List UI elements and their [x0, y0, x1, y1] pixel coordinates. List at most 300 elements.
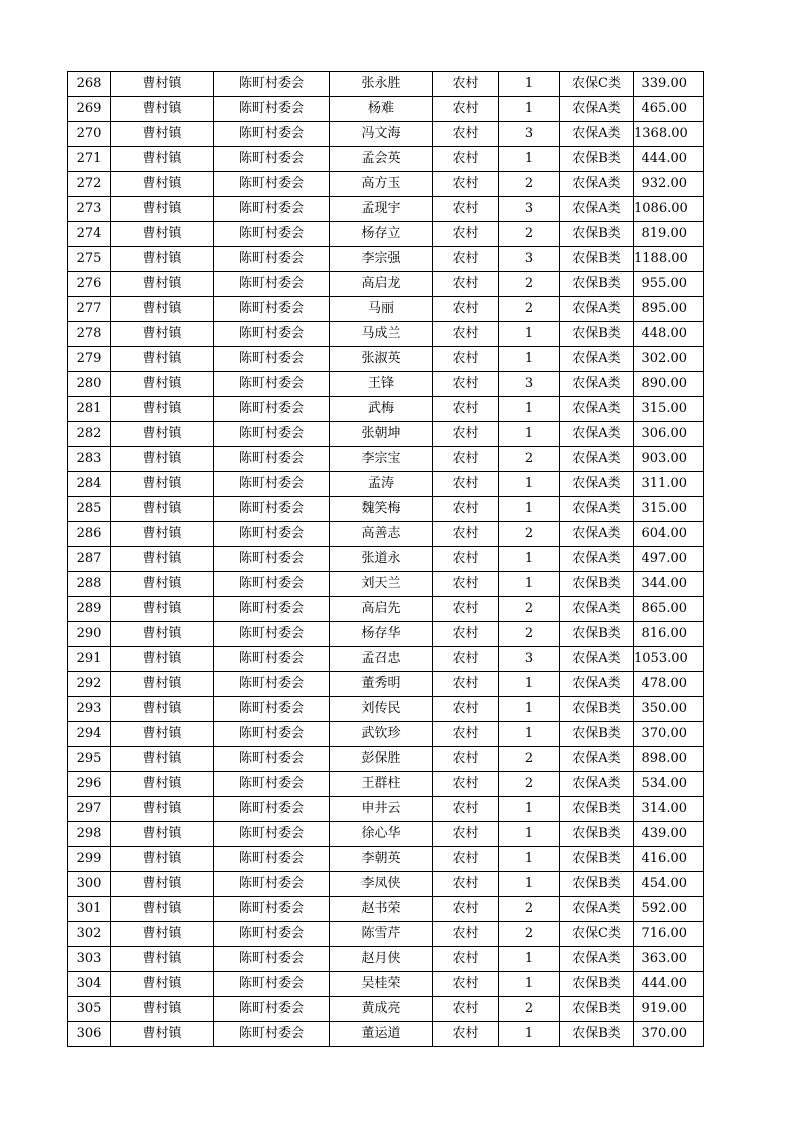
amount-cell: 444.00 — [634, 147, 704, 172]
village-committee-cell: 陈町村委会 — [214, 922, 330, 947]
row-number-cell: 289 — [68, 597, 111, 622]
insurance-category-cell: 农保B类 — [560, 247, 634, 272]
household-type-cell: 农村 — [433, 747, 499, 772]
table-row — [68, 372, 704, 397]
household-type-cell: 农村 — [433, 847, 499, 872]
household-size-cell: 1 — [499, 972, 560, 997]
table-row — [68, 197, 704, 222]
village-committee-cell: 陈町村委会 — [214, 822, 330, 847]
person-name-cell: 马成兰 — [330, 322, 433, 347]
town-cell: 曹村镇 — [111, 1022, 214, 1047]
person-name-cell: 申井云 — [330, 797, 433, 822]
household-size-cell: 1 — [499, 422, 560, 447]
town-cell: 曹村镇 — [111, 147, 214, 172]
town-cell: 曹村镇 — [111, 122, 214, 147]
insurance-category-cell: 农保B类 — [560, 847, 634, 872]
village-committee-cell: 陈町村委会 — [214, 547, 330, 572]
household-type-cell: 农村 — [433, 972, 499, 997]
village-committee-cell: 陈町村委会 — [214, 72, 330, 97]
town-cell: 曹村镇 — [111, 497, 214, 522]
insurance-category-cell: 农保B类 — [560, 272, 634, 297]
insurance-category-cell: 农保B类 — [560, 972, 634, 997]
insurance-category-cell: 农保A类 — [560, 647, 634, 672]
amount-cell: 497.00 — [634, 547, 704, 572]
person-name-cell: 武钦珍 — [330, 722, 433, 747]
row-number-cell: 269 — [68, 97, 111, 122]
household-type-cell: 农村 — [433, 897, 499, 922]
insurance-category-cell: 农保A类 — [560, 472, 634, 497]
amount-cell: 311.00 — [634, 472, 704, 497]
town-cell: 曹村镇 — [111, 772, 214, 797]
person-name-cell: 武梅 — [330, 397, 433, 422]
row-number-cell: 286 — [68, 522, 111, 547]
town-cell: 曹村镇 — [111, 697, 214, 722]
amount-cell: 592.00 — [634, 897, 704, 922]
row-number-cell: 283 — [68, 447, 111, 472]
household-type-cell: 农村 — [433, 922, 499, 947]
amount-cell: 819.00 — [634, 222, 704, 247]
row-number-cell: 285 — [68, 497, 111, 522]
table-row — [68, 947, 704, 972]
insurance-category-cell: 农保B类 — [560, 622, 634, 647]
town-cell: 曹村镇 — [111, 97, 214, 122]
town-cell: 曹村镇 — [111, 372, 214, 397]
table-row — [68, 897, 704, 922]
household-size-cell: 3 — [499, 372, 560, 397]
household-type-cell: 农村 — [433, 222, 499, 247]
household-type-cell: 农村 — [433, 722, 499, 747]
table-row — [68, 297, 704, 322]
person-name-cell: 高启龙 — [330, 272, 433, 297]
town-cell: 曹村镇 — [111, 422, 214, 447]
amount-cell: 1368.00 — [634, 122, 704, 147]
household-type-cell: 农村 — [433, 797, 499, 822]
town-cell: 曹村镇 — [111, 722, 214, 747]
town-cell: 曹村镇 — [111, 872, 214, 897]
household-size-cell: 1 — [499, 872, 560, 897]
row-number-cell: 301 — [68, 897, 111, 922]
person-name-cell: 张淑英 — [330, 347, 433, 372]
town-cell: 曹村镇 — [111, 847, 214, 872]
insurance-category-cell: 农保A类 — [560, 497, 634, 522]
household-size-cell: 3 — [499, 247, 560, 272]
household-size-cell: 2 — [499, 772, 560, 797]
town-cell: 曹村镇 — [111, 522, 214, 547]
person-name-cell: 杨难 — [330, 97, 433, 122]
insurance-category-cell: 农保B类 — [560, 822, 634, 847]
household-size-cell: 1 — [499, 497, 560, 522]
household-type-cell: 农村 — [433, 147, 499, 172]
insurance-category-cell: 农保A类 — [560, 547, 634, 572]
table-row — [68, 522, 704, 547]
row-number-cell: 300 — [68, 872, 111, 897]
person-name-cell: 赵月侠 — [330, 947, 433, 972]
person-name-cell: 刘传民 — [330, 697, 433, 722]
household-size-cell: 3 — [499, 122, 560, 147]
village-committee-cell: 陈町村委会 — [214, 372, 330, 397]
household-size-cell: 2 — [499, 522, 560, 547]
household-type-cell: 农村 — [433, 997, 499, 1022]
table-row — [68, 772, 704, 797]
amount-cell: 302.00 — [634, 347, 704, 372]
person-name-cell: 张永胜 — [330, 72, 433, 97]
insurance-category-cell: 农保B类 — [560, 222, 634, 247]
household-size-cell: 1 — [499, 1022, 560, 1047]
row-number-cell: 273 — [68, 197, 111, 222]
household-size-cell: 2 — [499, 447, 560, 472]
row-number-cell: 281 — [68, 397, 111, 422]
insurance-category-cell: 农保A类 — [560, 897, 634, 922]
table-row — [68, 622, 704, 647]
person-name-cell: 张道永 — [330, 547, 433, 572]
table-row — [68, 447, 704, 472]
row-number-cell: 295 — [68, 747, 111, 772]
household-size-cell: 1 — [499, 72, 560, 97]
town-cell: 曹村镇 — [111, 647, 214, 672]
amount-cell: 604.00 — [634, 522, 704, 547]
person-name-cell: 杨存华 — [330, 622, 433, 647]
insurance-category-cell: 农保B类 — [560, 1022, 634, 1047]
household-type-cell: 农村 — [433, 622, 499, 647]
amount-cell: 448.00 — [634, 322, 704, 347]
insurance-category-cell: 农保A类 — [560, 397, 634, 422]
village-committee-cell: 陈町村委会 — [214, 572, 330, 597]
household-size-cell: 2 — [499, 297, 560, 322]
row-number-cell: 288 — [68, 572, 111, 597]
insurance-category-cell: 农保A类 — [560, 97, 634, 122]
town-cell: 曹村镇 — [111, 547, 214, 572]
amount-cell: 465.00 — [634, 97, 704, 122]
insurance-category-cell: 农保B类 — [560, 722, 634, 747]
row-number-cell: 298 — [68, 822, 111, 847]
amount-cell: 416.00 — [634, 847, 704, 872]
village-committee-cell: 陈町村委会 — [214, 622, 330, 647]
amount-cell: 932.00 — [634, 172, 704, 197]
household-type-cell: 农村 — [433, 672, 499, 697]
insurance-category-cell: 农保A类 — [560, 172, 634, 197]
town-cell: 曹村镇 — [111, 172, 214, 197]
household-type-cell: 农村 — [433, 697, 499, 722]
amount-cell: 865.00 — [634, 597, 704, 622]
insurance-category-cell: 农保B类 — [560, 147, 634, 172]
person-name-cell: 冯文海 — [330, 122, 433, 147]
household-size-cell: 2 — [499, 922, 560, 947]
household-size-cell: 2 — [499, 272, 560, 297]
insurance-category-cell: 农保A类 — [560, 122, 634, 147]
amount-cell: 816.00 — [634, 622, 704, 647]
amount-cell: 478.00 — [634, 672, 704, 697]
village-committee-cell: 陈町村委会 — [214, 247, 330, 272]
amount-cell: 895.00 — [634, 297, 704, 322]
household-size-cell: 2 — [499, 222, 560, 247]
amount-cell: 444.00 — [634, 972, 704, 997]
table-row — [68, 672, 704, 697]
village-committee-cell: 陈町村委会 — [214, 497, 330, 522]
table-row — [68, 872, 704, 897]
row-number-cell: 296 — [68, 772, 111, 797]
household-type-cell: 农村 — [433, 247, 499, 272]
row-number-cell: 291 — [68, 647, 111, 672]
town-cell: 曹村镇 — [111, 197, 214, 222]
person-name-cell: 魏笑梅 — [330, 497, 433, 522]
insurance-category-cell: 农保B类 — [560, 997, 634, 1022]
person-name-cell: 张朝坤 — [330, 422, 433, 447]
village-committee-cell: 陈町村委会 — [214, 597, 330, 622]
amount-cell: 344.00 — [634, 572, 704, 597]
person-name-cell: 马丽 — [330, 297, 433, 322]
household-size-cell: 1 — [499, 672, 560, 697]
amount-cell: 306.00 — [634, 422, 704, 447]
row-number-cell: 278 — [68, 322, 111, 347]
household-type-cell: 农村 — [433, 397, 499, 422]
town-cell: 曹村镇 — [111, 472, 214, 497]
household-size-cell: 1 — [499, 697, 560, 722]
household-size-cell: 1 — [499, 97, 560, 122]
table-row — [68, 222, 704, 247]
insurance-category-cell: 农保B类 — [560, 697, 634, 722]
table-row — [68, 972, 704, 997]
row-number-cell: 294 — [68, 722, 111, 747]
table-row — [68, 647, 704, 672]
village-committee-cell: 陈町村委会 — [214, 772, 330, 797]
amount-cell: 314.00 — [634, 797, 704, 822]
table-row — [68, 247, 704, 272]
insurance-category-cell: 农保A类 — [560, 747, 634, 772]
household-type-cell: 农村 — [433, 572, 499, 597]
household-size-cell: 1 — [499, 847, 560, 872]
amount-cell: 370.00 — [634, 722, 704, 747]
household-size-cell: 1 — [499, 472, 560, 497]
household-size-cell: 1 — [499, 147, 560, 172]
town-cell: 曹村镇 — [111, 397, 214, 422]
amount-cell: 716.00 — [634, 922, 704, 947]
insurance-category-cell: 农保B类 — [560, 572, 634, 597]
village-committee-cell: 陈町村委会 — [214, 872, 330, 897]
village-committee-cell: 陈町村委会 — [214, 472, 330, 497]
household-size-cell: 3 — [499, 647, 560, 672]
household-type-cell: 农村 — [433, 97, 499, 122]
person-name-cell: 孟会英 — [330, 147, 433, 172]
household-type-cell: 农村 — [433, 322, 499, 347]
insurance-category-cell: 农保C类 — [560, 922, 634, 947]
household-size-cell: 2 — [499, 172, 560, 197]
person-name-cell: 李宗宝 — [330, 447, 433, 472]
household-type-cell: 农村 — [433, 872, 499, 897]
town-cell: 曹村镇 — [111, 797, 214, 822]
village-committee-cell: 陈町村委会 — [214, 647, 330, 672]
row-number-cell: 284 — [68, 472, 111, 497]
amount-cell: 1086.00 — [634, 197, 704, 222]
amount-cell: 370.00 — [634, 1022, 704, 1047]
table-row — [68, 97, 704, 122]
amount-cell: 454.00 — [634, 872, 704, 897]
amount-cell: 315.00 — [634, 497, 704, 522]
amount-cell: 1188.00 — [634, 247, 704, 272]
town-cell: 曹村镇 — [111, 297, 214, 322]
person-name-cell: 高善志 — [330, 522, 433, 547]
town-cell: 曹村镇 — [111, 222, 214, 247]
household-type-cell: 农村 — [433, 472, 499, 497]
household-type-cell: 农村 — [433, 497, 499, 522]
person-name-cell: 孟现宇 — [330, 197, 433, 222]
table-row — [68, 572, 704, 597]
insurance-category-cell: 农保A类 — [560, 422, 634, 447]
row-number-cell: 299 — [68, 847, 111, 872]
village-committee-cell: 陈町村委会 — [214, 347, 330, 372]
household-size-cell: 3 — [499, 197, 560, 222]
row-number-cell: 272 — [68, 172, 111, 197]
household-size-cell: 2 — [499, 747, 560, 772]
table-row — [68, 422, 704, 447]
village-committee-cell: 陈町村委会 — [214, 172, 330, 197]
village-committee-cell: 陈町村委会 — [214, 147, 330, 172]
village-committee-cell: 陈町村委会 — [214, 1022, 330, 1047]
row-number-cell: 297 — [68, 797, 111, 822]
household-type-cell: 农村 — [433, 172, 499, 197]
insurance-category-cell: 农保A类 — [560, 447, 634, 472]
town-cell: 曹村镇 — [111, 922, 214, 947]
insurance-category-cell: 农保C类 — [560, 72, 634, 97]
person-name-cell: 高方玉 — [330, 172, 433, 197]
amount-cell: 534.00 — [634, 772, 704, 797]
table-row — [68, 1022, 704, 1047]
allowance-table — [67, 71, 704, 1047]
table-row — [68, 72, 704, 97]
household-type-cell: 农村 — [433, 547, 499, 572]
town-cell: 曹村镇 — [111, 822, 214, 847]
row-number-cell: 279 — [68, 347, 111, 372]
insurance-category-cell: 农保A类 — [560, 347, 634, 372]
table-row — [68, 597, 704, 622]
village-committee-cell: 陈町村委会 — [214, 272, 330, 297]
insurance-category-cell: 农保B类 — [560, 872, 634, 897]
village-committee-cell: 陈町村委会 — [214, 122, 330, 147]
household-type-cell: 农村 — [433, 947, 499, 972]
row-number-cell: 271 — [68, 147, 111, 172]
person-name-cell: 李朝英 — [330, 847, 433, 872]
household-type-cell: 农村 — [433, 347, 499, 372]
person-name-cell: 王锋 — [330, 372, 433, 397]
amount-cell: 1053.00 — [634, 647, 704, 672]
amount-cell: 439.00 — [634, 822, 704, 847]
row-number-cell: 292 — [68, 672, 111, 697]
table-row — [68, 172, 704, 197]
row-number-cell: 290 — [68, 622, 111, 647]
household-type-cell: 农村 — [433, 197, 499, 222]
table-row — [68, 847, 704, 872]
household-size-cell: 1 — [499, 822, 560, 847]
amount-cell: 919.00 — [634, 997, 704, 1022]
table-row — [68, 997, 704, 1022]
row-number-cell: 302 — [68, 922, 111, 947]
row-number-cell: 270 — [68, 122, 111, 147]
amount-cell: 903.00 — [634, 447, 704, 472]
village-committee-cell: 陈町村委会 — [214, 747, 330, 772]
insurance-category-cell: 农保A类 — [560, 597, 634, 622]
town-cell: 曹村镇 — [111, 597, 214, 622]
household-type-cell: 农村 — [433, 122, 499, 147]
row-number-cell: 274 — [68, 222, 111, 247]
household-size-cell: 1 — [499, 572, 560, 597]
town-cell: 曹村镇 — [111, 72, 214, 97]
row-number-cell: 305 — [68, 997, 111, 1022]
table-row — [68, 497, 704, 522]
village-committee-cell: 陈町村委会 — [214, 972, 330, 997]
household-type-cell: 农村 — [433, 1022, 499, 1047]
town-cell: 曹村镇 — [111, 997, 214, 1022]
village-committee-cell: 陈町村委会 — [214, 322, 330, 347]
household-size-cell: 1 — [499, 947, 560, 972]
household-type-cell: 农村 — [433, 522, 499, 547]
village-committee-cell: 陈町村委会 — [214, 197, 330, 222]
household-type-cell: 农村 — [433, 447, 499, 472]
insurance-category-cell: 农保A类 — [560, 372, 634, 397]
row-number-cell: 293 — [68, 697, 111, 722]
person-name-cell: 陈雪芹 — [330, 922, 433, 947]
village-committee-cell: 陈町村委会 — [214, 797, 330, 822]
amount-cell: 898.00 — [634, 747, 704, 772]
row-number-cell: 277 — [68, 297, 111, 322]
town-cell: 曹村镇 — [111, 272, 214, 297]
household-size-cell: 2 — [499, 997, 560, 1022]
village-committee-cell: 陈町村委会 — [214, 997, 330, 1022]
household-type-cell: 农村 — [433, 822, 499, 847]
person-name-cell: 孟召忠 — [330, 647, 433, 672]
household-size-cell: 2 — [499, 597, 560, 622]
village-committee-cell: 陈町村委会 — [214, 847, 330, 872]
table-row — [68, 472, 704, 497]
table-row — [68, 322, 704, 347]
town-cell: 曹村镇 — [111, 972, 214, 997]
table-row — [68, 797, 704, 822]
row-number-cell: 287 — [68, 547, 111, 572]
household-size-cell: 1 — [499, 547, 560, 572]
table-row — [68, 397, 704, 422]
amount-cell: 350.00 — [634, 697, 704, 722]
village-committee-cell: 陈町村委会 — [214, 897, 330, 922]
person-name-cell: 王群柱 — [330, 772, 433, 797]
table-row — [68, 697, 704, 722]
household-type-cell: 农村 — [433, 772, 499, 797]
town-cell: 曹村镇 — [111, 672, 214, 697]
row-number-cell: 268 — [68, 72, 111, 97]
table-row — [68, 272, 704, 297]
household-type-cell: 农村 — [433, 597, 499, 622]
table-row — [68, 922, 704, 947]
table-row — [68, 722, 704, 747]
person-name-cell: 李凤侠 — [330, 872, 433, 897]
household-size-cell: 1 — [499, 797, 560, 822]
person-name-cell: 吴桂荣 — [330, 972, 433, 997]
table-row — [68, 547, 704, 572]
document-page — [67, 71, 703, 1047]
amount-cell: 890.00 — [634, 372, 704, 397]
person-name-cell: 孟涛 — [330, 472, 433, 497]
person-name-cell: 刘天兰 — [330, 572, 433, 597]
insurance-category-cell: 农保A类 — [560, 672, 634, 697]
amount-cell: 363.00 — [634, 947, 704, 972]
table-row — [68, 147, 704, 172]
row-number-cell: 304 — [68, 972, 111, 997]
household-size-cell: 1 — [499, 347, 560, 372]
table-row — [68, 122, 704, 147]
household-type-cell: 农村 — [433, 297, 499, 322]
town-cell: 曹村镇 — [111, 897, 214, 922]
household-type-cell: 农村 — [433, 72, 499, 97]
person-name-cell: 黄成亮 — [330, 997, 433, 1022]
town-cell: 曹村镇 — [111, 622, 214, 647]
village-committee-cell: 陈町村委会 — [214, 397, 330, 422]
